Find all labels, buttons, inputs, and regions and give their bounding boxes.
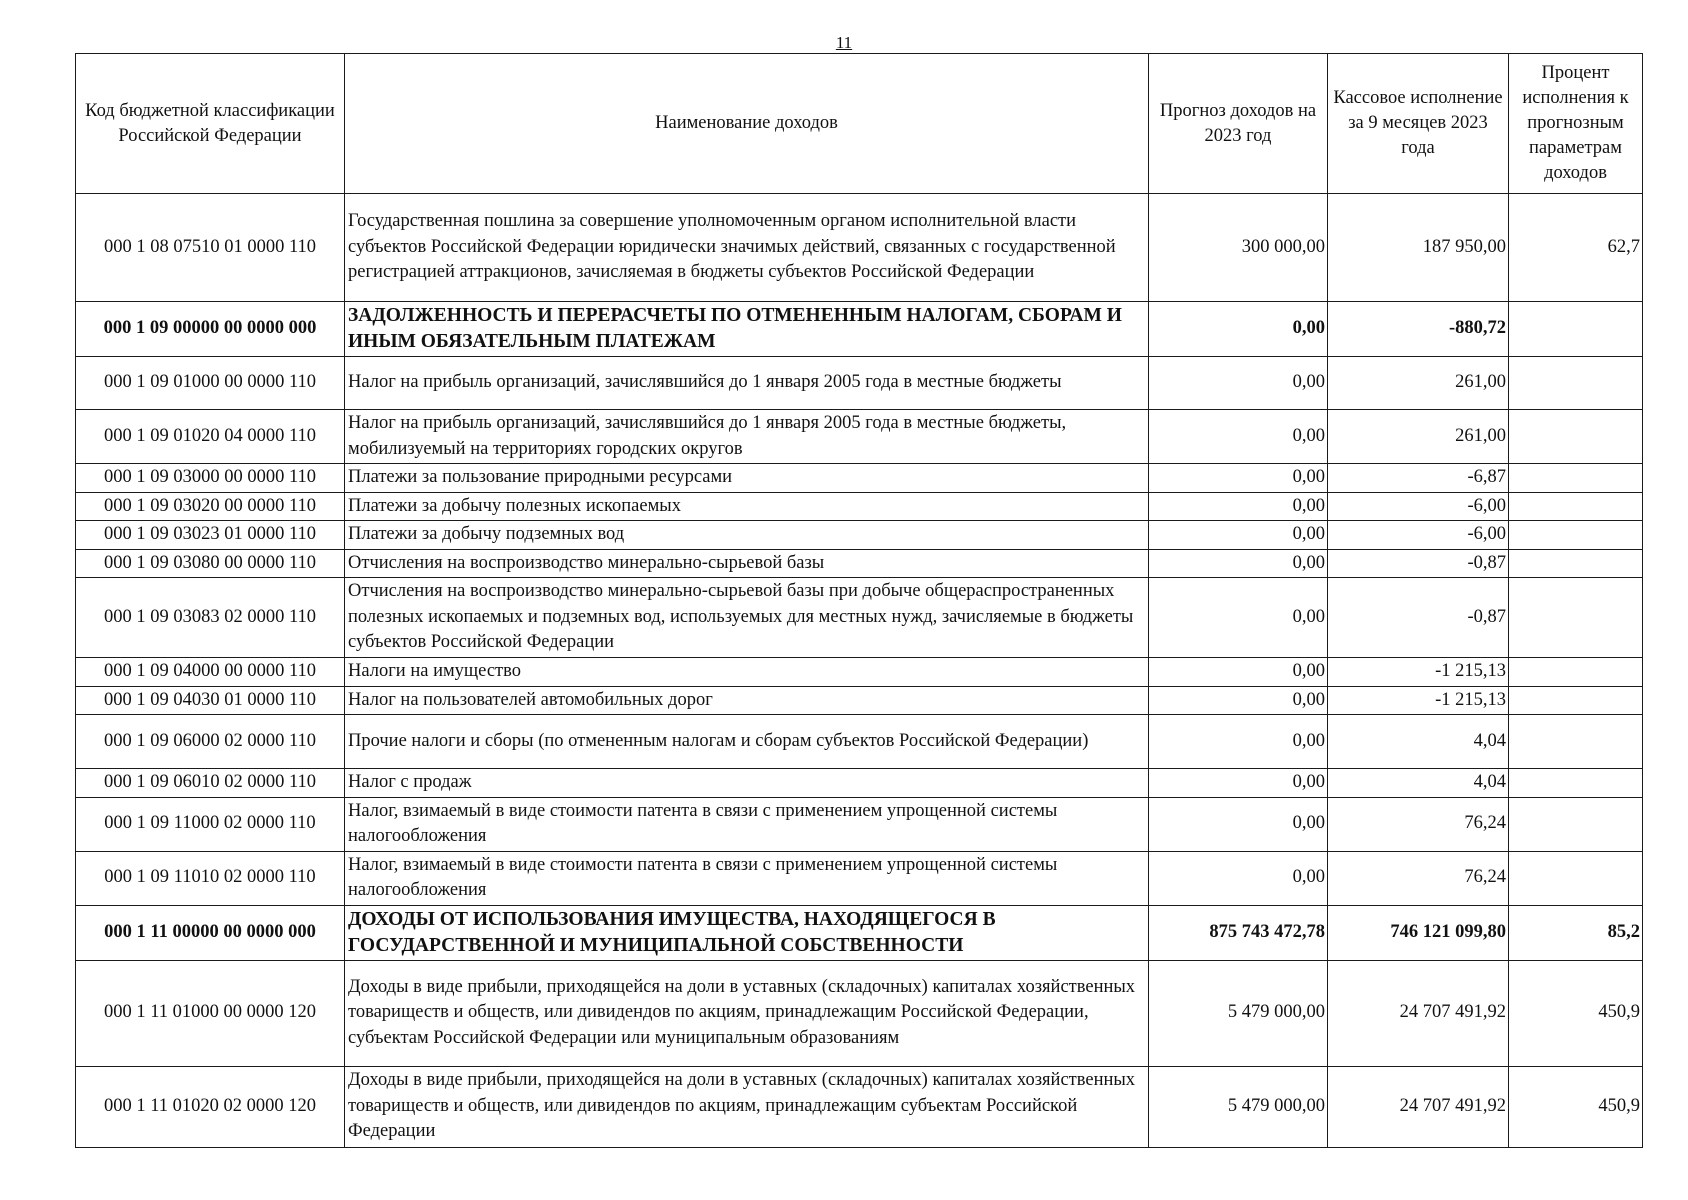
- table-row: [76, 492, 1643, 521]
- row-forecast: 0,00: [1149, 658, 1328, 687]
- row-forecast: 0,00: [1149, 549, 1328, 578]
- row-forecast: 0,00: [1149, 797, 1328, 851]
- table-row: [76, 851, 1643, 905]
- row-code: 000 1 09 11010 02 0000 110: [76, 851, 345, 905]
- row-forecast: 0,00: [1149, 492, 1328, 521]
- row-actual: 24 707 491,92: [1328, 1066, 1509, 1147]
- row-forecast: 5 479 000,00: [1149, 1066, 1328, 1147]
- row-forecast: 0,00: [1149, 357, 1328, 410]
- row-percent: [1509, 357, 1643, 410]
- header-name: Наименование доходов: [345, 54, 1149, 194]
- row-percent: [1509, 549, 1643, 578]
- row-percent: [1509, 715, 1643, 769]
- row-percent: [1509, 797, 1643, 851]
- row-percent: [1509, 578, 1643, 658]
- table-body: [76, 194, 1643, 1148]
- row-name: Государственная пошлина за совершение уполномоченным органом исполнительной власти субъектов Российской Федерации юридически значимых действий, связанных с государственной регистрацией аттракционов, зачисляемая в бюджеты субъектов Российской Федерации: [345, 194, 1149, 302]
- row-forecast: 0,00: [1149, 769, 1328, 798]
- table-row: [76, 357, 1643, 410]
- row-forecast: 0,00: [1149, 302, 1328, 357]
- row-forecast: 300 000,00: [1149, 194, 1328, 302]
- row-forecast: 0,00: [1149, 578, 1328, 658]
- table-row: [76, 1066, 1643, 1147]
- table-row: [76, 797, 1643, 851]
- table-row: [76, 302, 1643, 357]
- row-percent: [1509, 410, 1643, 464]
- table-row: [76, 960, 1643, 1066]
- table-row: [76, 549, 1643, 578]
- row-code: 000 1 09 06000 02 0000 110: [76, 715, 345, 769]
- row-percent: [1509, 492, 1643, 521]
- row-name: Налог с продаж: [345, 769, 1149, 798]
- row-name: Прочие налоги и сборы (по отмененным налогам и сборам субъектов Российской Федерации): [345, 715, 1149, 769]
- row-percent: 450,9: [1509, 1066, 1643, 1147]
- row-actual: -0,87: [1328, 549, 1509, 578]
- table-row: [76, 410, 1643, 464]
- row-name: Отчисления на воспроизводство минерально-сырьевой базы: [345, 549, 1149, 578]
- row-percent: [1509, 521, 1643, 550]
- row-name: Налог, взимаемый в виде стоимости патента в связи с применением упрощенной системы налогообложения: [345, 797, 1149, 851]
- row-actual: -0,87: [1328, 578, 1509, 658]
- header-percent: Процент исполнения к прогнозным параметрам доходов: [1509, 54, 1643, 194]
- row-forecast: 0,00: [1149, 686, 1328, 715]
- row-name: Налог, взимаемый в виде стоимости патента в связи с применением упрощенной системы налогообложения: [345, 851, 1149, 905]
- row-forecast: 0,00: [1149, 521, 1328, 550]
- row-forecast: 0,00: [1149, 410, 1328, 464]
- row-forecast: 0,00: [1149, 715, 1328, 769]
- row-forecast: 0,00: [1149, 464, 1328, 493]
- header-code: Код бюджетной классификации Российской Федерации: [76, 54, 345, 194]
- header-forecast: Прогноз доходов на 2023 год: [1149, 54, 1328, 194]
- row-forecast: 5 479 000,00: [1149, 960, 1328, 1066]
- row-percent: 62,7: [1509, 194, 1643, 302]
- row-name: Налоги на имущество: [345, 658, 1149, 687]
- row-actual: 4,04: [1328, 715, 1509, 769]
- row-actual: -1 215,13: [1328, 658, 1509, 687]
- table-row: [76, 905, 1643, 960]
- row-percent: [1509, 769, 1643, 798]
- row-actual: 746 121 099,80: [1328, 905, 1509, 960]
- table-header: [76, 54, 1643, 194]
- row-code: 000 1 09 03023 01 0000 110: [76, 521, 345, 550]
- row-actual: -1 215,13: [1328, 686, 1509, 715]
- table-row: [76, 769, 1643, 798]
- row-actual: 4,04: [1328, 769, 1509, 798]
- row-actual: 76,24: [1328, 851, 1509, 905]
- row-code: 000 1 09 03000 00 0000 110: [76, 464, 345, 493]
- row-actual: -6,00: [1328, 521, 1509, 550]
- row-actual: -880,72: [1328, 302, 1509, 357]
- row-code: 000 1 09 01020 04 0000 110: [76, 410, 345, 464]
- row-name: Доходы в виде прибыли, приходящейся на доли в уставных (складочных) капиталах хозяйственных товариществ и обществ, или дивидендов по акциям, принадлежащим Российской Федерации, субъектам Российской Федерации или муниципальным образованиям: [345, 960, 1149, 1066]
- row-actual: 24 707 491,92: [1328, 960, 1509, 1066]
- header-actual: Кассовое исполнение за 9 месяцев 2023 года: [1328, 54, 1509, 194]
- row-actual: -6,00: [1328, 492, 1509, 521]
- row-percent: [1509, 658, 1643, 687]
- row-actual: 76,24: [1328, 797, 1509, 851]
- row-percent: [1509, 686, 1643, 715]
- row-name: Налог на прибыль организаций, зачислявшийся до 1 января 2005 года в местные бюджеты, мобилизуемый на территориях городских округов: [345, 410, 1149, 464]
- page-number: 11: [835, 33, 853, 52]
- row-percent: 450,9: [1509, 960, 1643, 1066]
- row-forecast: 875 743 472,78: [1149, 905, 1328, 960]
- row-name: Платежи за добычу подземных вод: [345, 521, 1149, 550]
- table-row: [76, 658, 1643, 687]
- row-code: 000 1 09 06010 02 0000 110: [76, 769, 345, 798]
- table-row: [76, 686, 1643, 715]
- row-code: 000 1 09 11000 02 0000 110: [76, 797, 345, 851]
- row-name: Доходы в виде прибыли, приходящейся на доли в уставных (складочных) капиталах хозяйственных товариществ и обществ, или дивидендов по акциям, принадлежащим субъектам Российской Федерации: [345, 1066, 1149, 1147]
- row-percent: [1509, 464, 1643, 493]
- row-code: 000 1 11 00000 00 0000 000: [76, 905, 345, 960]
- row-name: Отчисления на воспроизводство минерально-сырьевой базы при добыче общераспространенных полезных ископаемых и подземных вод, используемых для местных нужд, зачисляемые в бюджеты субъектов Российской Федерации: [345, 578, 1149, 658]
- row-name: ЗАДОЛЖЕННОСТЬ И ПЕРЕРАСЧЕТЫ ПО ОТМЕНЕННЫМ НАЛОГАМ, СБОРАМ И ИНЫМ ОБЯЗАТЕЛЬНЫМ ПЛАТЕЖАМ: [345, 302, 1149, 357]
- row-code: 000 1 09 00000 00 0000 000: [76, 302, 345, 357]
- row-percent: [1509, 302, 1643, 357]
- row-actual: -6,87: [1328, 464, 1509, 493]
- row-code: 000 1 09 04030 01 0000 110: [76, 686, 345, 715]
- row-name: Платежи за пользование природными ресурсами: [345, 464, 1149, 493]
- row-actual: 261,00: [1328, 357, 1509, 410]
- table-row: [76, 521, 1643, 550]
- table-row: [76, 194, 1643, 302]
- income-table: [75, 53, 1643, 1148]
- row-name: Налог на пользователей автомобильных дорог: [345, 686, 1149, 715]
- row-code: 000 1 09 03020 00 0000 110: [76, 492, 345, 521]
- table-row: [76, 578, 1643, 658]
- row-name: Налог на прибыль организаций, зачислявшийся до 1 января 2005 года в местные бюджеты: [345, 357, 1149, 410]
- row-percent: [1509, 851, 1643, 905]
- row-code: 000 1 11 01020 02 0000 120: [76, 1066, 345, 1147]
- row-actual: 187 950,00: [1328, 194, 1509, 302]
- row-code: 000 1 09 01000 00 0000 110: [76, 357, 345, 410]
- row-name: ДОХОДЫ ОТ ИСПОЛЬЗОВАНИЯ ИМУЩЕСТВА, НАХОДЯЩЕГОСЯ В ГОСУДАРСТВЕННОЙ И МУНИЦИПАЛЬНОЙ СОБСТВЕННОСТИ: [345, 905, 1149, 960]
- row-code: 000 1 09 04000 00 0000 110: [76, 658, 345, 687]
- row-code: 000 1 11 01000 00 0000 120: [76, 960, 345, 1066]
- row-code: 000 1 09 03083 02 0000 110: [76, 578, 345, 658]
- row-code: 000 1 09 03080 00 0000 110: [76, 549, 345, 578]
- row-percent: 85,2: [1509, 905, 1643, 960]
- table-row: [76, 464, 1643, 493]
- row-forecast: 0,00: [1149, 851, 1328, 905]
- table-row: [76, 715, 1643, 769]
- row-code: 000 1 08 07510 01 0000 110: [76, 194, 345, 302]
- row-actual: 261,00: [1328, 410, 1509, 464]
- row-name: Платежи за добычу полезных ископаемых: [345, 492, 1149, 521]
